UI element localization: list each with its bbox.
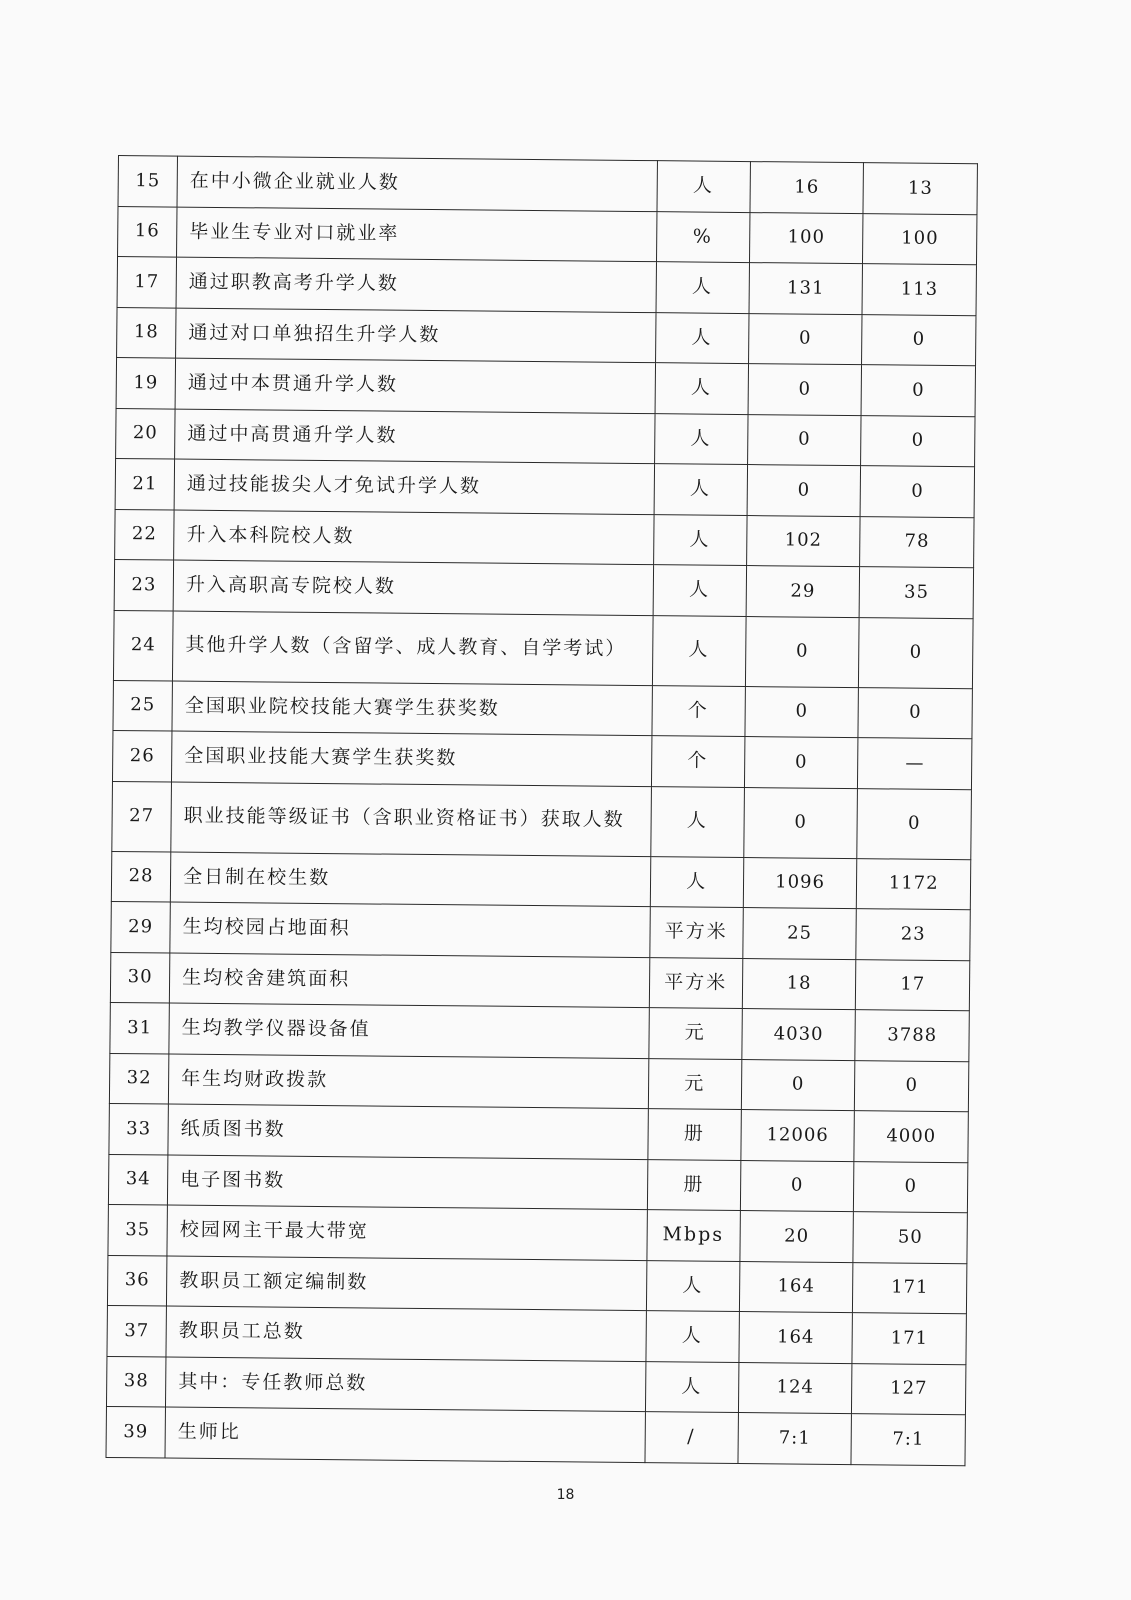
row-number-cell: 37	[107, 1305, 167, 1356]
unit-cell: 人	[646, 1311, 740, 1362]
row-number-cell: 21	[115, 458, 175, 509]
row-number-cell: 29	[111, 901, 171, 952]
item-name-cell: 职业技能等级证书（含职业资格证书）获取人数	[171, 782, 651, 857]
unit-cell: 人	[645, 1361, 739, 1412]
value-previous-cell: 18	[742, 958, 856, 1010]
row-number-cell: 27	[112, 781, 172, 852]
unit-cell: 人	[652, 615, 746, 686]
value-previous-cell: 131	[749, 263, 863, 315]
row-number-cell: 34	[108, 1154, 168, 1205]
row-number-cell: 22	[115, 509, 175, 560]
row-number-cell: 17	[117, 257, 177, 308]
item-name-cell: 全国职业院校技能大赛学生获奖数	[172, 681, 652, 736]
row-number-cell: 31	[110, 1002, 170, 1053]
value-previous-cell: 29	[746, 566, 860, 618]
table-row	[107, 1305, 966, 1364]
value-previous-cell: 0	[744, 737, 858, 789]
unit-cell: 册	[647, 1109, 741, 1160]
value-current-cell: 50	[853, 1212, 967, 1264]
value-previous-cell: 0	[745, 686, 859, 738]
value-current-cell: 171	[852, 1313, 966, 1365]
unit-cell: 人	[657, 161, 751, 212]
row-number-cell: 15	[118, 156, 178, 207]
value-current-cell: 127	[852, 1363, 966, 1415]
item-name-cell: 生均教学仪器设备值	[169, 1003, 649, 1058]
unit-cell: 个	[652, 685, 746, 736]
item-name-cell: 通过技能拔尖人才免试升学人数	[174, 459, 654, 514]
table-row	[117, 307, 976, 366]
row-number-cell: 35	[108, 1204, 168, 1255]
table-row	[114, 559, 973, 618]
unit-cell: 人	[646, 1260, 740, 1311]
item-name-cell: 升入高职高专院校人数	[173, 560, 653, 615]
value-previous-cell: 7:1	[738, 1413, 852, 1465]
item-name-cell: 通过对口单独招生升学人数	[176, 308, 656, 363]
value-current-cell: 78	[860, 516, 974, 568]
row-number-cell: 32	[109, 1053, 169, 1104]
unit-cell: 人	[650, 856, 744, 907]
unit-cell: 人	[655, 363, 749, 414]
unit-cell: 人	[654, 464, 748, 515]
value-previous-cell: 4030	[742, 1009, 856, 1061]
value-current-cell: 113	[862, 264, 976, 316]
value-previous-cell: 0	[747, 414, 861, 466]
item-name-cell: 教职员工总数	[166, 1306, 646, 1361]
table-row	[109, 1103, 968, 1162]
table-row	[118, 156, 977, 215]
value-current-cell: 0	[862, 314, 976, 366]
value-current-cell: 3788	[855, 1010, 969, 1062]
value-current-cell: 0	[861, 365, 975, 417]
value-previous-cell: 20	[740, 1211, 854, 1263]
unit-cell: 平方米	[649, 957, 743, 1008]
table-row	[116, 408, 975, 467]
table-row	[110, 1002, 969, 1061]
unit-cell: 人	[655, 312, 749, 363]
item-name-cell: 纸质图书数	[168, 1104, 648, 1159]
item-name-cell: 全日制在校生数	[170, 852, 650, 907]
item-name-cell: 全国职业技能大赛学生获奖数	[172, 731, 652, 786]
value-current-cell: 0	[854, 1161, 968, 1213]
row-number-cell: 26	[112, 730, 172, 781]
value-current-cell: 4000	[854, 1111, 968, 1163]
value-current-cell: 100	[863, 213, 977, 265]
item-name-cell: 年生均财政拨款	[168, 1054, 648, 1109]
value-previous-cell: 102	[746, 515, 860, 567]
unit-cell: 元	[648, 1058, 742, 1109]
item-name-cell: 其中：专任教师总数	[166, 1357, 646, 1412]
table-body	[106, 156, 977, 1466]
value-current-cell: 0	[861, 415, 975, 467]
item-name-cell: 通过中本贯通升学人数	[175, 358, 655, 413]
value-current-cell: 35	[859, 567, 973, 619]
item-name-cell: 毕业生专业对口就业率	[177, 207, 657, 262]
table-row	[109, 1053, 968, 1112]
table-row	[116, 357, 975, 416]
item-name-cell: 生均校园占地面积	[170, 902, 650, 957]
value-current-cell: 0	[858, 687, 972, 739]
value-previous-cell: 0	[744, 787, 858, 858]
row-number-cell: 25	[113, 680, 173, 731]
table-row	[112, 781, 972, 859]
unit-cell: 人	[654, 413, 748, 464]
value-previous-cell: 164	[739, 1312, 853, 1364]
value-current-cell: 0	[857, 788, 971, 859]
value-previous-cell: 16	[750, 162, 864, 214]
statistics-table	[105, 155, 977, 1466]
row-number-cell: 36	[107, 1255, 167, 1306]
value-current-cell: 23	[856, 909, 970, 961]
unit-cell: 册	[647, 1159, 741, 1210]
table-row	[111, 851, 970, 910]
table-row	[106, 1356, 965, 1415]
table-row	[117, 257, 976, 316]
value-previous-cell: 0	[748, 313, 862, 365]
value-current-cell: —	[858, 738, 972, 790]
unit-cell: %	[656, 211, 750, 262]
row-number-cell: 39	[106, 1406, 166, 1457]
page-number: 18	[556, 1487, 575, 1503]
table-row	[115, 509, 974, 568]
item-name-cell: 教职员工额定编制数	[167, 1256, 647, 1311]
table-row	[110, 952, 969, 1011]
row-number-cell: 24	[113, 610, 173, 681]
table-row	[108, 1154, 967, 1213]
value-current-cell: 171	[853, 1262, 967, 1314]
row-number-cell: 33	[109, 1103, 169, 1154]
item-name-cell: 通过中高贯通升学人数	[175, 409, 655, 464]
item-name-cell: 通过职教高考升学人数	[176, 257, 656, 312]
table-row	[113, 610, 973, 688]
unit-cell: 人	[650, 786, 744, 857]
value-current-cell: 17	[856, 959, 970, 1011]
table-row	[111, 901, 970, 960]
row-number-cell: 28	[111, 851, 171, 902]
value-previous-cell: 0	[741, 1059, 855, 1111]
table-row	[115, 458, 974, 517]
value-current-cell: 1172	[857, 858, 971, 910]
item-name-cell: 在中小微企业就业人数	[177, 156, 657, 211]
value-current-cell: 13	[863, 163, 977, 215]
value-previous-cell: 164	[739, 1261, 853, 1313]
row-number-cell: 23	[114, 559, 174, 610]
item-name-cell: 其他升学人数（含留学、成人教育、自学考试）	[173, 611, 653, 686]
value-previous-cell: 12006	[741, 1110, 855, 1162]
unit-cell: 人	[653, 514, 747, 565]
table-row	[108, 1204, 967, 1263]
value-current-cell: 7:1	[851, 1414, 965, 1466]
value-previous-cell: 0	[740, 1160, 854, 1212]
value-previous-cell: 0	[747, 465, 861, 517]
table-row	[107, 1255, 966, 1314]
table-row	[118, 206, 977, 265]
row-number-cell: 38	[106, 1356, 166, 1407]
unit-cell: 人	[656, 262, 750, 313]
item-name-cell: 升入本科院校人数	[174, 510, 654, 565]
item-name-cell: 生师比	[165, 1407, 645, 1462]
table-row	[113, 680, 972, 739]
unit-cell: Mbps	[646, 1210, 740, 1261]
unit-cell: 个	[651, 736, 745, 787]
table-row	[112, 730, 971, 789]
value-previous-cell: 0	[748, 364, 862, 416]
value-previous-cell: 124	[738, 1362, 852, 1414]
row-number-cell: 18	[117, 307, 177, 358]
value-previous-cell: 25	[743, 908, 857, 960]
row-number-cell: 19	[116, 357, 176, 408]
value-current-cell: 0	[855, 1060, 969, 1112]
value-current-cell: 0	[859, 617, 973, 688]
unit-cell: 元	[648, 1008, 742, 1059]
row-number-cell: 16	[118, 206, 178, 257]
unit-cell: /	[645, 1412, 739, 1463]
item-name-cell: 电子图书数	[168, 1155, 648, 1210]
value-current-cell: 0	[860, 466, 974, 518]
row-number-cell: 20	[116, 408, 176, 459]
value-previous-cell: 100	[749, 212, 863, 264]
value-previous-cell: 1096	[743, 857, 857, 909]
unit-cell: 人	[653, 565, 747, 616]
item-name-cell: 校园网主干最大带宽	[167, 1205, 647, 1260]
row-number-cell: 30	[110, 952, 170, 1003]
item-name-cell: 生均校舍建筑面积	[169, 953, 649, 1008]
unit-cell: 平方米	[649, 907, 743, 958]
value-previous-cell: 0	[745, 616, 859, 687]
table-row	[106, 1406, 965, 1465]
